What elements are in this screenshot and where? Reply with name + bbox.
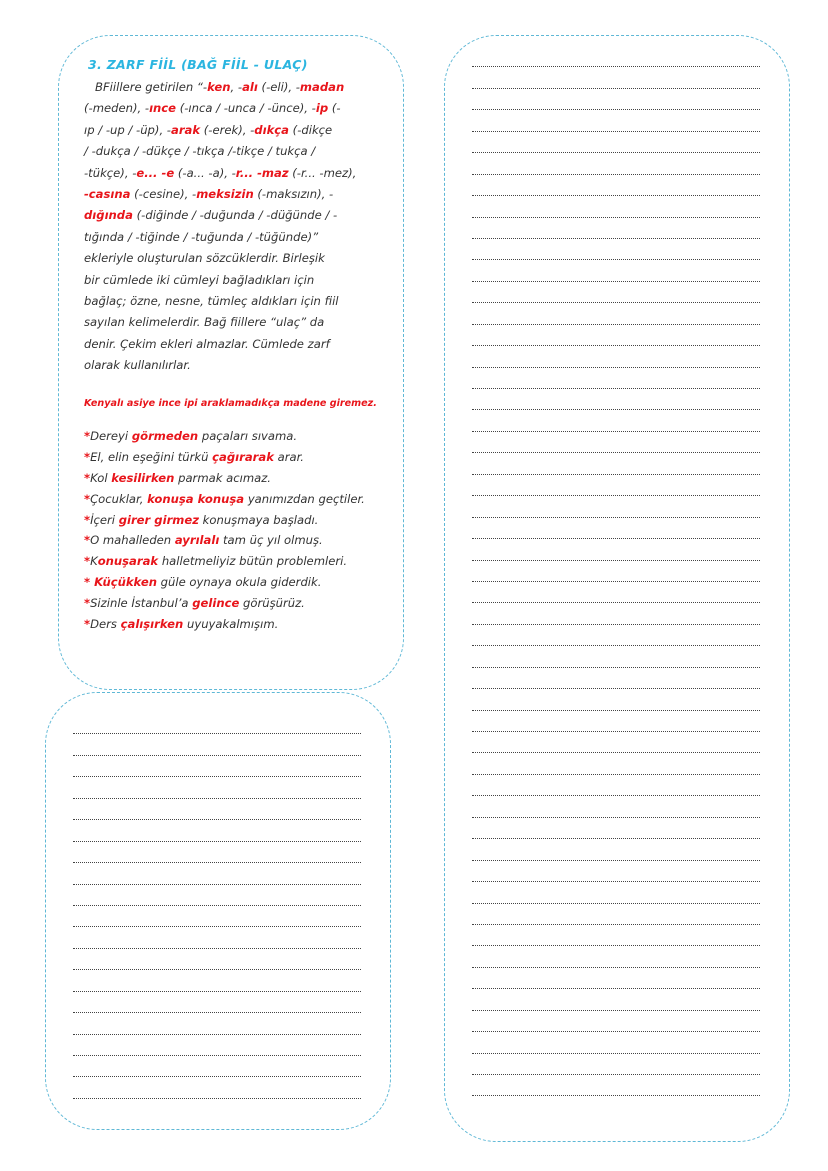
text-segment: tığında / -tiğinde / -tuğunda / -tüğünde)”: [84, 229, 319, 244]
definition-line: [84, 312, 384, 333]
writing-line[interactable]: [472, 1032, 760, 1053]
writing-line[interactable]: [472, 1011, 760, 1032]
text-segment: paçaları sıvama.: [198, 429, 298, 443]
writing-line[interactable]: [472, 925, 760, 946]
writing-lines-right: [472, 46, 760, 1096]
writing-line[interactable]: [472, 46, 760, 67]
example-sentence: [84, 530, 365, 551]
writing-line[interactable]: [472, 218, 760, 239]
writing-line[interactable]: [472, 539, 760, 560]
highlighted-suffix: r... -maz: [235, 165, 289, 180]
highlighted-suffix: konuşa konuşa: [147, 491, 245, 506]
writing-line[interactable]: [472, 496, 760, 517]
text-segment: (-dikçe: [288, 122, 333, 137]
text-segment: / -dukça / -dükçe / -tıkça /-tikçe / tukça /: [84, 144, 316, 159]
writing-line[interactable]: [472, 839, 760, 860]
highlighted-suffix: ip: [315, 101, 329, 116]
writing-line[interactable]: [73, 842, 361, 863]
text-segment: K: [90, 554, 98, 569]
writing-line[interactable]: [73, 713, 361, 734]
highlighted-suffix: ayrılalı: [174, 533, 220, 548]
text-segment: güle oynaya okula giderdik.: [156, 575, 322, 590]
writing-line[interactable]: [73, 1056, 361, 1077]
highlighted-suffix: dığında: [84, 208, 133, 223]
writing-line[interactable]: [73, 970, 361, 991]
definition-line: [84, 184, 384, 205]
writing-line[interactable]: [73, 949, 361, 970]
text-segment: halletmeliyiz bütün problemleri.: [158, 554, 348, 569]
writing-line[interactable]: [73, 734, 361, 755]
text-segment: Dereyi: [90, 429, 132, 443]
text-segment: Sizinle İstanbul’a: [90, 596, 193, 611]
text-segment: Kol: [90, 470, 112, 485]
writing-line[interactable]: [472, 689, 760, 710]
definition-line: [84, 98, 384, 119]
highlighted-suffix: onuşarak: [97, 554, 159, 569]
writing-line[interactable]: [472, 904, 760, 925]
writing-line[interactable]: [472, 753, 760, 774]
writing-line[interactable]: [472, 882, 760, 903]
writing-line[interactable]: [472, 453, 760, 474]
text-segment: (-cesine), -: [130, 186, 197, 201]
highlighted-suffix: çalışırken: [120, 617, 184, 632]
text-segment: ekleriyle oluşturulan sözcüklerdir. Birleşik: [84, 251, 325, 266]
writing-line[interactable]: [472, 775, 760, 796]
highlighted-suffix: girer girmez: [118, 512, 199, 527]
writing-line[interactable]: [73, 1035, 361, 1056]
text-segment: görüşürüz.: [239, 596, 305, 611]
highlighted-suffix: dıkça: [254, 122, 289, 137]
highlighted-suffix: alı: [242, 80, 258, 94]
highlighted-suffix: *: [84, 617, 91, 632]
definition-line: [84, 77, 384, 98]
text-segment: Çocuklar,: [90, 491, 148, 506]
writing-line[interactable]: [472, 325, 760, 346]
highlighted-suffix: madan: [299, 80, 345, 94]
text-segment: (-maksızın), -: [253, 186, 334, 201]
writing-line[interactable]: [472, 625, 760, 646]
writing-line[interactable]: [472, 989, 760, 1010]
writing-line[interactable]: [472, 239, 760, 260]
highlighted-suffix: *: [84, 512, 91, 527]
writing-line[interactable]: [472, 132, 760, 153]
highlighted-suffix: kesilirken: [111, 470, 175, 485]
writing-line[interactable]: [472, 389, 760, 410]
example-sentence: [84, 447, 365, 468]
text-segment: tam üç yıl olmuş.: [219, 533, 323, 548]
text-segment: -tükçe), -: [84, 165, 137, 180]
writing-line[interactable]: [472, 732, 760, 753]
writing-line[interactable]: [472, 67, 760, 88]
text-segment: El, elin eşeğini türkü: [90, 449, 213, 464]
example-sentence: [84, 614, 365, 635]
writing-line[interactable]: [472, 968, 760, 989]
example-sentence: [84, 572, 365, 593]
text-segment: (-erek), -: [200, 122, 255, 137]
text-segment: olarak kullanılırlar.: [84, 358, 191, 373]
writing-line[interactable]: [472, 796, 760, 817]
writing-line[interactable]: [472, 946, 760, 967]
writing-line[interactable]: [472, 89, 760, 110]
writing-line[interactable]: [472, 303, 760, 324]
writing-line[interactable]: [73, 756, 361, 777]
example-sentence: [84, 489, 365, 510]
text-segment: (-diğinde / -duğunda / -düğünde / -: [132, 208, 338, 223]
writing-line[interactable]: [73, 1077, 361, 1098]
writing-line[interactable]: [472, 432, 760, 453]
definition-line: [84, 291, 384, 312]
highlighted-suffix: ınce: [149, 101, 177, 116]
writing-line[interactable]: [472, 260, 760, 281]
example-sentence: [84, 426, 365, 447]
definition-line: [84, 141, 384, 162]
writing-line[interactable]: [472, 153, 760, 174]
writing-lines-left: [73, 713, 361, 1099]
highlighted-suffix: çağırarak: [212, 449, 274, 464]
example-sentence: [84, 468, 365, 489]
writing-line[interactable]: [472, 110, 760, 131]
text-segment: bir cümlede iki cümleyi bağladıkları için: [84, 272, 315, 287]
writing-line[interactable]: [472, 196, 760, 217]
highlighted-suffix: * Küçükken: [84, 575, 157, 590]
writing-line[interactable]: [472, 668, 760, 689]
highlighted-suffix: -casına: [84, 186, 131, 201]
writing-line[interactable]: [472, 1075, 760, 1096]
highlighted-suffix: *: [84, 429, 91, 443]
text-segment: sayılan kelimelerdir. Bağ fiillere “ulaç” da: [84, 315, 325, 330]
writing-line[interactable]: [472, 561, 760, 582]
text-segment: (-ınca / -unca / -ünce), -: [176, 101, 316, 116]
definition-line: [84, 248, 384, 269]
example-sentence: [84, 510, 365, 531]
example-sentences: [84, 426, 365, 635]
text-segment: uyuyakalmışım.: [183, 617, 279, 632]
example-sentence: [84, 551, 365, 572]
text-segment: (-r... -mez),: [288, 165, 357, 180]
text-segment: bağlaç; özne, nesne, tümleç aldıkları için fiil: [84, 293, 339, 308]
writing-line[interactable]: [472, 861, 760, 882]
writing-line[interactable]: [73, 906, 361, 927]
highlighted-suffix: *: [84, 491, 91, 506]
definition-paragraph: [84, 77, 384, 376]
writing-line[interactable]: [472, 368, 760, 389]
writing-line[interactable]: [73, 863, 361, 884]
text-segment: konuşmaya başladı.: [198, 512, 319, 527]
writing-line[interactable]: [472, 175, 760, 196]
writing-line[interactable]: [73, 927, 361, 948]
highlighted-suffix: *: [84, 554, 91, 569]
highlighted-suffix: *: [84, 470, 91, 485]
text-segment: , -: [230, 80, 243, 94]
writing-line[interactable]: [472, 582, 760, 603]
writing-line[interactable]: [472, 410, 760, 431]
writing-line[interactable]: [472, 282, 760, 303]
text-segment: O mahalleden: [90, 533, 175, 548]
highlighted-suffix: *: [84, 449, 91, 464]
text-segment: (-: [328, 101, 341, 116]
definition-line: [84, 334, 384, 355]
writing-line[interactable]: [73, 1013, 361, 1034]
writing-line[interactable]: [472, 518, 760, 539]
writing-line[interactable]: [73, 992, 361, 1013]
highlighted-suffix: arak: [171, 122, 201, 137]
writing-line[interactable]: [73, 799, 361, 820]
highlighted-suffix: *: [84, 533, 91, 548]
text-segment: denir. Çekim ekleri almazlar. Cümlede zarf: [84, 336, 330, 351]
example-sentence: [84, 593, 365, 614]
writing-line[interactable]: [472, 711, 760, 732]
highlighted-suffix: ken: [207, 80, 231, 94]
highlighted-suffix: *: [84, 596, 91, 611]
writing-line[interactable]: [472, 346, 760, 367]
text-segment: yanımızdan geçtiler.: [244, 491, 365, 506]
definition-line: [84, 205, 384, 226]
text-segment: arar.: [273, 449, 304, 464]
definition-line: [84, 355, 384, 376]
writing-line[interactable]: [472, 603, 760, 624]
text-segment: (-eli), -: [257, 80, 300, 94]
text-segment: parmak acımaz.: [174, 470, 271, 485]
text-segment: Ders: [90, 617, 121, 632]
writing-line[interactable]: [472, 818, 760, 839]
mnemonic-sentence: Kenyalı asiye ince ipi araklamadıkça madene giremez.: [84, 398, 377, 409]
writing-line[interactable]: [472, 1054, 760, 1075]
highlighted-suffix: meksizin: [196, 186, 254, 201]
definition-line: [84, 120, 384, 141]
text-segment: (-meden), -: [84, 101, 150, 116]
writing-line[interactable]: [73, 885, 361, 906]
definition-line: [84, 270, 384, 291]
text-segment: (-a... -a), -: [174, 165, 236, 180]
section-title: 3. ZARF FİİL (BAĞ FİİL - ULAÇ): [88, 57, 308, 72]
text-segment: ıp / -up / -üp), -: [84, 122, 171, 137]
highlighted-suffix: gelince: [192, 596, 240, 611]
text-segment: BFiillere getirilen “-: [84, 80, 208, 94]
definition-line: [84, 227, 384, 248]
definition-line: [84, 163, 384, 184]
text-segment: İçeri: [90, 512, 119, 527]
writing-line[interactable]: [73, 820, 361, 841]
writing-line[interactable]: [73, 777, 361, 798]
highlighted-suffix: e... -e: [136, 165, 175, 180]
highlighted-suffix: görmeden: [131, 429, 199, 443]
writing-line[interactable]: [472, 646, 760, 667]
writing-line[interactable]: [472, 475, 760, 496]
